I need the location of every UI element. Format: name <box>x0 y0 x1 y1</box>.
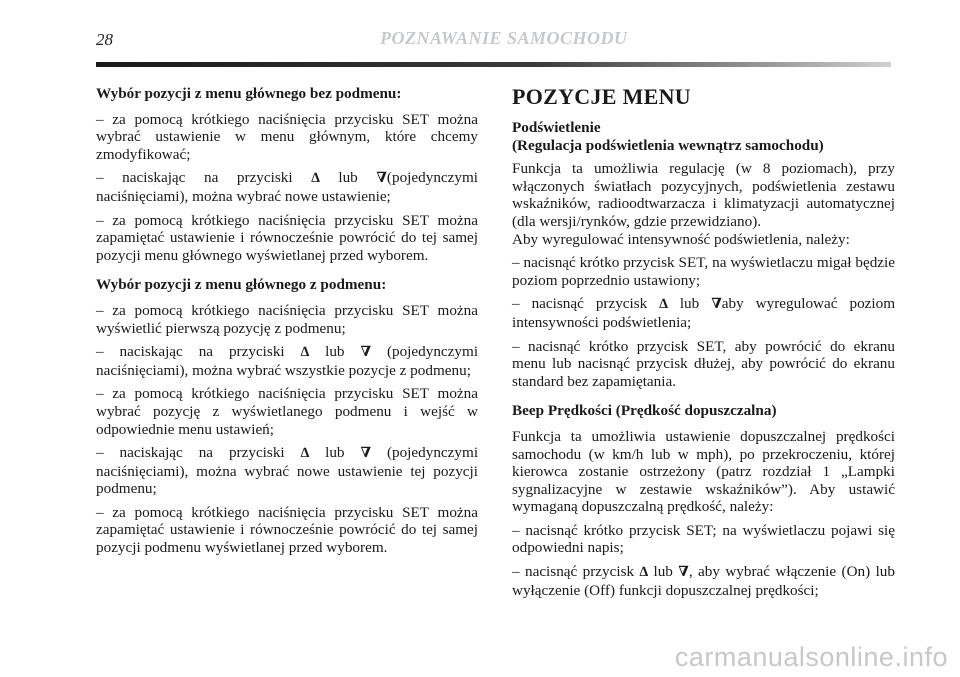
subheading-backlight <box>512 119 895 154</box>
up-arrow-icon: ∆ <box>311 171 320 187</box>
text: (pojedynczymi naciśnięciami), można wybrać wszystkie pozycje z podmenu; <box>96 343 479 379</box>
paragraph: – za pomocą krótkiego naciśnięcia przycisku SET można wybrać pozycję z wyświetlanego podmenu i wejść w odpowiednie menu ustawień; <box>96 385 478 438</box>
page-number: 28 <box>96 30 113 49</box>
right-column <box>512 85 895 605</box>
up-arrow-icon: ∆ <box>639 565 649 581</box>
header-rule <box>96 62 891 67</box>
heading-with-submenu: Wybór pozycji z menu głównego z podmenu: <box>96 276 387 294</box>
paragraph: – za pomocą krótkiego naciśnięcia przycisku SET można wyświetlić pierwszą pozycję z podmenu; <box>96 301 478 337</box>
up-arrow-icon: ∆ <box>659 297 668 313</box>
paragraph: – za pomocą krótkiego naciśnięcia przycisku SET można zapamiętać ustawienie i równocześnie powrócić do tej samej pozycji menu głównego wyświetlanej przed wyborem. <box>96 211 478 264</box>
text: lub <box>679 295 700 313</box>
text: (pojedynczymi naciśnięciami), można wybrać nowe ustawienie; <box>96 169 479 205</box>
subheading-line: Podświetlenie <box>512 119 601 136</box>
section-title: POZYCJE MENU <box>512 84 691 109</box>
paragraph: – za pomocą krótkiego naciśnięcia przycisku SET można zapamiętać ustawienie i równocześnie powrócić do tej samej pozycji podmenu wyświetlanej przed wyborem. <box>96 503 478 557</box>
down-arrow-icon: ∇ <box>376 171 387 187</box>
text: lub <box>325 444 345 462</box>
text: – nacisnąć przycisk <box>512 563 635 581</box>
paragraph: – nacisnąć krótko przycisk SET, aby powrócić do ekranu menu lub nacisnąć przycisk dłużej, aby powrócić do ekranu standard bez zapamiętania. <box>512 337 895 390</box>
subheading-speed-beep: Beep Prędkości (Prędkość dopuszczalna) <box>512 402 777 420</box>
paragraph: – nacisnąć krótko przycisk SET; na wyświetlaczu pojawi się odpowiedni napis; <box>512 521 895 557</box>
down-arrow-icon: ∇ <box>360 345 371 361</box>
down-arrow-icon: ∇ <box>711 297 722 313</box>
up-arrow-icon: ∆ <box>300 345 310 361</box>
text: , aby wybrać włączenie (On) lub wyłączenie (Off) funkcji dopuszczalnej prędkości; <box>512 563 895 599</box>
paragraph: Funkcja ta umożliwia regulację (w 8 poziomach), przy włączonych światłach pozycyjnych, podświetlenia zestawu wskaźników, radioodtwarzacza i klimatyzacji automatycznej (dla wersji/rynków, gdzie przewidziano). <box>512 160 895 230</box>
paragraph: Funkcja ta umożliwia ustawienie dopuszczalnej prędkości samochodu (w km/h lub w mph), po przekroczeniu, której kierowca zostanie ostrzeżony (patrz rozdział 1 „Lampki sygnalizacyjne w zestawie wskaźników”). Aby ustawić wymaganą dopuszczalną prędkość, należy: <box>512 427 895 516</box>
text: – naciskając na przyciski <box>96 444 285 462</box>
header-title: POZNAWANIE SAMOCHODU <box>380 28 628 48</box>
text: – naciskając na przyciski <box>96 169 293 187</box>
heading-no-submenu: Wybór pozycji z menu głównego bez podmenu: <box>96 85 402 102</box>
paragraph: Aby wyregulować intensywność podświetlenia, należy: <box>512 230 850 248</box>
paragraph <box>96 444 478 498</box>
paragraph <box>96 169 478 205</box>
subheading-line: (Regulacja podświetlenia wewnątrz samochodu) <box>512 136 824 154</box>
watermark: carmanualsonline.info <box>674 642 948 672</box>
text: aby wyregulować poziom intensywności podświetlenia; <box>512 295 896 331</box>
paragraph: – nacisnąć krótko przycisk SET, na wyświetlaczu migał będzie poziom poprzednio ustawiony; <box>512 254 895 289</box>
text: – naciskając na przyciski <box>96 343 285 361</box>
paragraph <box>512 295 895 331</box>
text: lub <box>338 169 358 187</box>
down-arrow-icon: ∇ <box>360 446 371 462</box>
paragraph <box>512 563 895 599</box>
up-arrow-icon: ∆ <box>300 446 310 462</box>
text: lub <box>653 563 673 581</box>
paragraph <box>96 343 478 379</box>
left-column <box>96 85 478 563</box>
text: (pojedynczymi naciśnięciami), można wybrać nowe ustawienie tej pozycji podmenu; <box>96 444 479 498</box>
down-arrow-icon: ∇ <box>678 565 689 581</box>
paragraph: – za pomocą krótkiego naciśnięcia przycisku SET można wybrać ustawienie w menu głównym, które chcemy zmodyfikować; <box>96 110 478 163</box>
text: – nacisnąć przycisk <box>512 295 648 313</box>
text: lub <box>325 343 345 361</box>
